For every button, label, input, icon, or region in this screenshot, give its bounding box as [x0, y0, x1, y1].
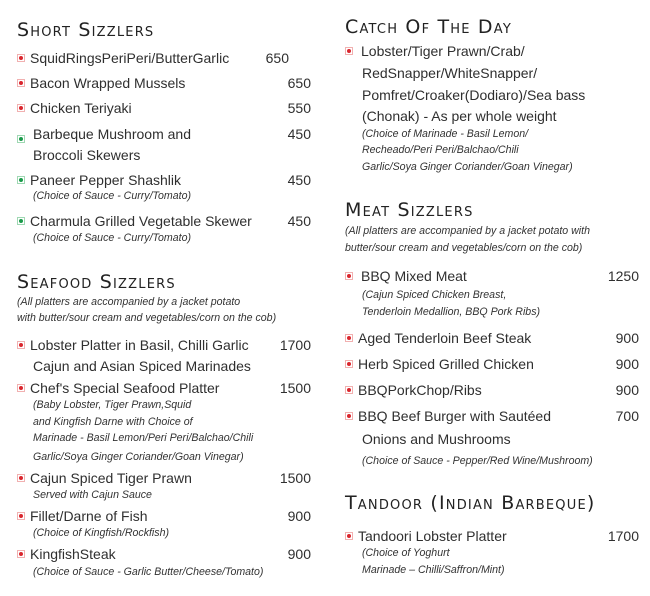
non-veg-indicator-icon [17, 341, 25, 349]
section-subtitle: (All platters are accompanied by a jacket potato [17, 296, 241, 308]
section-subtitle: with butter/sour cream and vegetables/corn on the cob) [17, 312, 277, 324]
non-veg-indicator-icon [345, 47, 353, 55]
non-veg-indicator-icon [17, 54, 25, 62]
menu-item-name: Tandoori Lobster Platter [358, 528, 507, 544]
menu-item-note: Marinade – Chilli/Saffron/Mint) [362, 564, 505, 576]
menu-item-name: Chicken Teriyaki [30, 100, 132, 116]
section-subtitle: (All platters are accompanied by a jacket potato with [345, 225, 590, 237]
menu-item-note: (Choice of Marinade - Basil Lemon/ [362, 128, 529, 140]
menu-item-note: (Choice of Sauce - Pepper/Red Wine/Mushroom) [362, 455, 593, 467]
menu-item-note: (Choice of Sauce - Curry/Tomato) [33, 232, 191, 244]
menu-item-price: 450 [287, 213, 311, 229]
menu-item-name: BBQPorkChop/Ribs [358, 382, 482, 398]
veg-indicator-icon [17, 176, 25, 184]
menu-item-name: Paneer Pepper Shashlik [30, 172, 181, 188]
menu-item-name: Lobster/Tiger Prawn/Crab/ [361, 43, 525, 59]
menu-item-name: Chef's Special Seafood Platter [30, 380, 220, 396]
menu-item-name: Aged Tenderloin Beef Steak [358, 330, 532, 346]
menu-item-price: 650 [287, 75, 311, 91]
menu-item-price: 1700 [607, 528, 639, 544]
menu-item-name: Cajun Spiced Tiger Prawn [30, 470, 192, 486]
non-veg-indicator-icon [17, 512, 25, 520]
menu-item-price: 450 [287, 126, 311, 142]
non-veg-indicator-icon [345, 386, 353, 394]
menu-item-price: 900 [287, 508, 311, 524]
menu-item-price: 1500 [279, 380, 311, 396]
non-veg-indicator-icon [345, 412, 353, 420]
menu-item-note: and Kingfish Darne with Choice of [33, 416, 193, 428]
menu-item-name: BBQ Mixed Meat [361, 268, 467, 284]
menu-item-price: 450 [287, 172, 311, 188]
menu-item-note: Recheado/Peri Peri/Balchao/Chili [362, 144, 519, 156]
menu-item-name: Barbeque Mushroom and [33, 126, 191, 142]
non-veg-indicator-icon [17, 104, 25, 112]
non-veg-indicator-icon [345, 334, 353, 342]
menu-item-name: BBQ Beef Burger with Sautéed [358, 408, 551, 424]
menu-item-note: (Choice of Kingfish/Rockfish) [33, 527, 170, 539]
section-subtitle: butter/sour cream and vegetables/corn on the cob) [345, 242, 583, 254]
menu-item-price: 1250 [607, 268, 639, 284]
menu-item-price: 1700 [279, 337, 311, 353]
non-veg-indicator-icon [17, 79, 25, 87]
menu-item-note: (Choice of Sauce - Curry/Tomato) [33, 190, 191, 202]
menu-item-name-continued: Onions and Mushrooms [362, 431, 511, 447]
menu-item-note: (Baby Lobster, Tiger Prawn,Squid [33, 399, 192, 411]
menu-item-note: (Choice of Yoghurt [362, 547, 450, 559]
menu-item-price: 1500 [279, 470, 311, 486]
section-title: Tandoor (Indian Barbeque) [345, 492, 596, 514]
menu-item-price: 900 [615, 382, 639, 398]
menu-item-price: 550 [287, 100, 311, 116]
menu-item-note: Served with Cajun Sauce [33, 489, 152, 501]
veg-indicator-icon [17, 217, 25, 225]
menu-item-note: Garlic/Soya Ginger Coriander/Goan Vinegar) [362, 161, 573, 173]
menu-item-price: 900 [615, 330, 639, 346]
menu-item-note: Tenderloin Medallion, BBQ Pork Ribs) [362, 306, 541, 318]
menu-item-name: SquidRingsPeriPeri/ButterGarlic [30, 50, 230, 66]
menu-item-note: (Cajun Spiced Chicken Breast, [362, 289, 507, 301]
menu-item-price: 900 [615, 356, 639, 372]
menu-item-name-continued: Broccoli Skewers [33, 147, 141, 163]
menu-item-note: Garlic/Soya Ginger Coriander/Goan Vinegar) [33, 451, 244, 463]
non-veg-indicator-icon [17, 384, 25, 392]
menu-item-name-continued: Pomfret/Croaker(Dodiaro)/Sea bass [362, 87, 586, 103]
menu-item-name: Herb Spiced Grilled Chicken [358, 356, 534, 372]
menu-item-name: Lobster Platter in Basil, Chilli Garlic [30, 337, 249, 353]
menu-item-name: Fillet/Darne of Fish [30, 508, 148, 524]
menu-item-note: (Choice of Sauce - Garlic Butter/Cheese/Tomato) [33, 566, 264, 578]
non-veg-indicator-icon [345, 360, 353, 368]
veg-indicator-icon [17, 135, 25, 143]
non-veg-indicator-icon [17, 550, 25, 558]
section-title: Seafood Sizzlers [17, 271, 176, 293]
menu-item-price: 700 [615, 408, 639, 424]
menu-item-name-continued: (Chonak) - As per whole weight [362, 108, 557, 124]
menu-item-name-continued: RedSnapper/WhiteSnapper/ [362, 65, 538, 81]
menu-item-note: Marinade - Basil Lemon/Peri Peri/Balchao/Chili [33, 432, 254, 444]
menu-item-name: KingfishSteak [30, 546, 116, 562]
menu-item-price: 900 [287, 546, 311, 562]
menu-item-price: 650 [265, 50, 289, 66]
section-title: Short Sizzlers [17, 19, 155, 41]
non-veg-indicator-icon [17, 474, 25, 482]
menu-item-name: Charmula Grilled Vegetable Skewer [30, 213, 252, 229]
section-title: Meat Sizzlers [345, 199, 474, 221]
non-veg-indicator-icon [345, 532, 353, 540]
menu-item-name: Bacon Wrapped Mussels [30, 75, 186, 91]
menu-item-name-continued: Cajun and Asian Spiced Marinades [33, 358, 251, 374]
section-title: Catch Of The Day [345, 16, 512, 38]
non-veg-indicator-icon [345, 272, 353, 280]
